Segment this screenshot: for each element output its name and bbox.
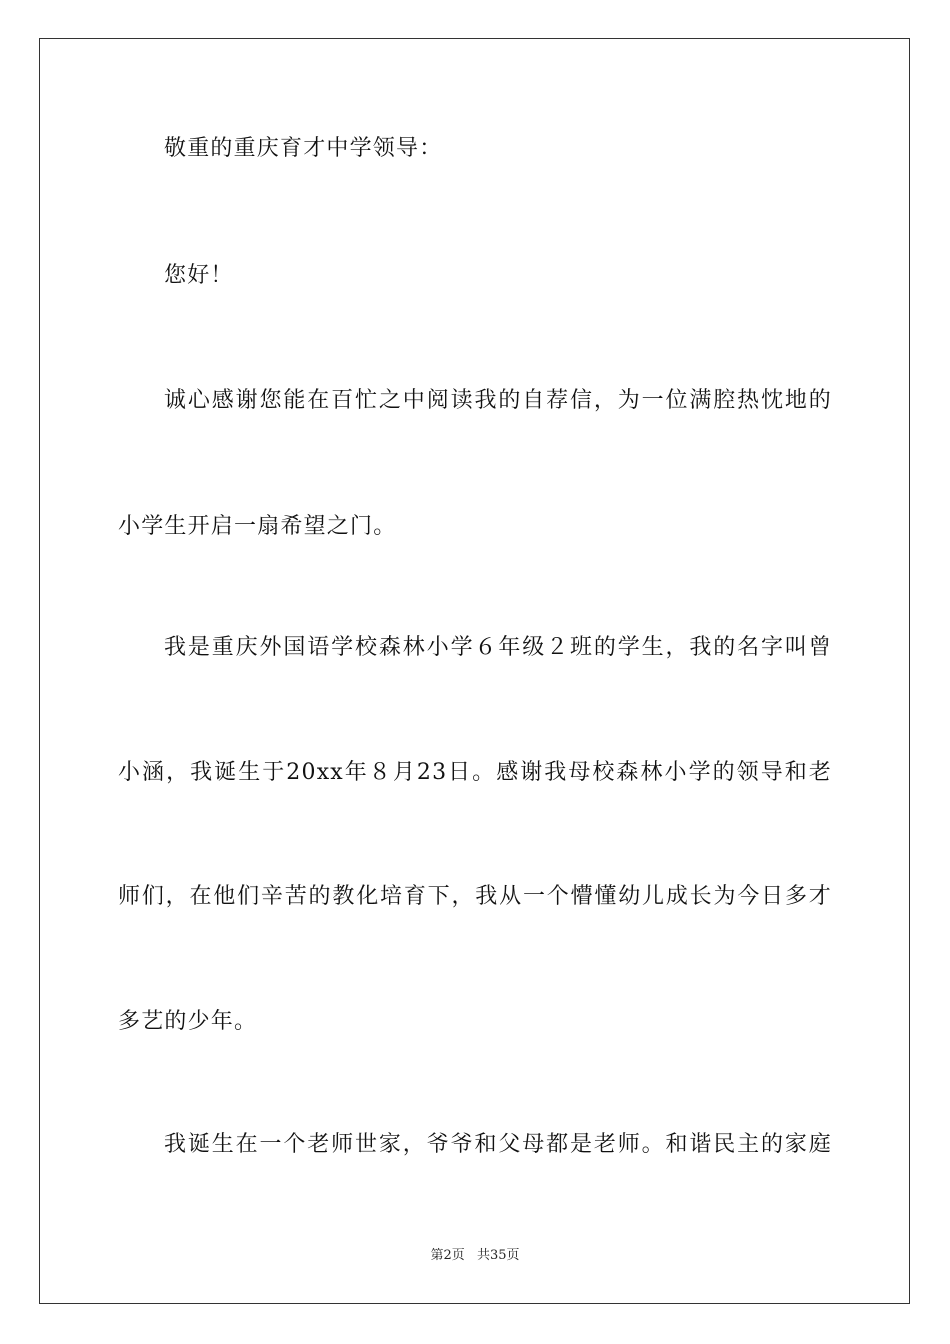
paragraph-3-line-1: 我诞生在一个老师世家，爷爷和父母都是老师。和谐民主的家庭: [164, 1132, 832, 1157]
greeting: 您好！: [164, 263, 234, 288]
salutation: 敬重的重庆育才中学领导：: [164, 136, 443, 161]
page-footer: [0, 1247, 950, 1265]
paragraph-1-line-2: 小学生开启一扇希望之门。: [118, 514, 397, 539]
paragraph-2-line-2: 小涵，我诞生于20xx年８月23日。感谢我母校森林小学的领导和老: [118, 760, 832, 785]
paragraph-2-line-4: 多艺的少年。: [118, 1009, 258, 1034]
paragraph-1-line-1: 诚心感谢您能在百忙之中阅读我的自荐信，为一位满腔热忱地的: [164, 388, 832, 413]
page-border: [39, 38, 910, 1304]
page-number: 第2页: [430, 1248, 465, 1263]
paragraph-2-line-3: 师们，在他们辛苦的教化培育下，我从一个懵懂幼儿成长为今日多才: [118, 884, 832, 909]
paragraph-2-line-1: 我是重庆外国语学校森林小学６年级２班的学生，我的名字叫曾: [164, 635, 832, 660]
page-total: 共35页: [476, 1248, 520, 1263]
